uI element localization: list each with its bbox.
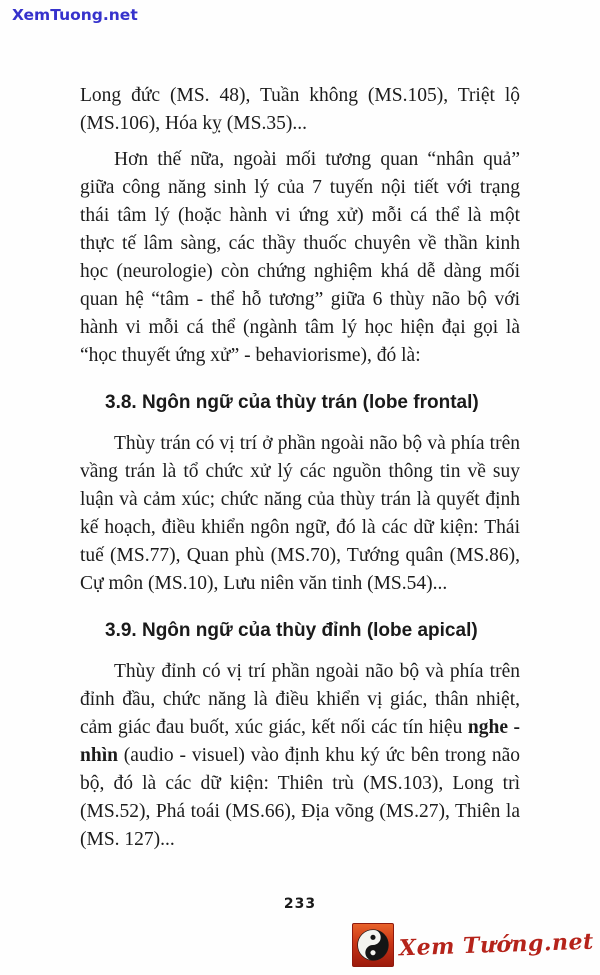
watermark-link[interactable]: XemTuong.net [12, 6, 138, 24]
paragraph-continued: Long đức (MS. 48), Tuần không (MS.105), Triệt lộ (MS.106), Hóa kỵ (MS.35)... [80, 85, 520, 134]
page-number: 233 [283, 896, 317, 912]
paragraph-lobe-apical [80, 658, 520, 854]
yin-yang-icon [352, 923, 394, 967]
paragraph-segment-bold: nghe - nhìn [80, 717, 520, 766]
paragraph-intro: Hơn thế nữa, ngoài mối tương quan “nhân quả” giữa công năng sinh lý của 7 tuyến nội tiết với trạng thái tâm lý (hoặc hành vi ứng xử) mỗi cá thể là một thực tế lâm sàng, các thầy thuốc chuyên về thần kinh học (neurologie) còn chứng nghiệm khá dễ dàng mối quan hệ “tâm - thể hỗ tương” giữa 6 thùy não bộ với hành vi mỗi cá thể (ngành tâm lý học hiện đại gọi là “học thuyết ứng xử” - behaviorisme), đó là: [80, 149, 520, 366]
footer-logo-link[interactable] [352, 923, 594, 967]
page-content [80, 82, 520, 862]
section-heading-3-9: 3.9. Ngôn ngữ của thùy đỉnh (lobe apical) [105, 620, 478, 641]
paragraph-lobe-frontal: Thùy trán có vị trí ở phần ngoài não bộ và phía trên vầng trán là tổ chức xử lý các nguồn thông tin về suy luận và cảm xúc; chức năng của thùy trán là quyết định kế hoạch, điều khiển ngôn ngữ, đó là các dữ kiện: Thái tuế (MS.77), Quan phù (MS.70), Tướng quân (MS.86), Cự môn (MS.10), Lưu niên văn tinh (MS.54)... [80, 433, 520, 594]
paragraph-segment: (audio - visuel) vào định khu ký ức bên trong não bộ, đó là các dữ kiện: Thiên trù (MS.103), Long trì (MS.52), Phá toái (MS.66), Địa võng (MS.27), Thiên la (MS. 127)... [80, 745, 520, 850]
section-heading-3-8: 3.8. Ngôn ngữ của thùy trán (lobe frontal) [105, 392, 479, 413]
footer-logo-text: Xem Tướng.net [398, 928, 595, 962]
paragraph-segment: Thùy đỉnh có vị trí phần ngoài não bộ và phía trên đỉnh đầu, chức năng là điều khiển vị giác, thân nhiệt, cảm giác đau buốt, xúc giác, kết nối các tín hiệu [80, 661, 520, 738]
